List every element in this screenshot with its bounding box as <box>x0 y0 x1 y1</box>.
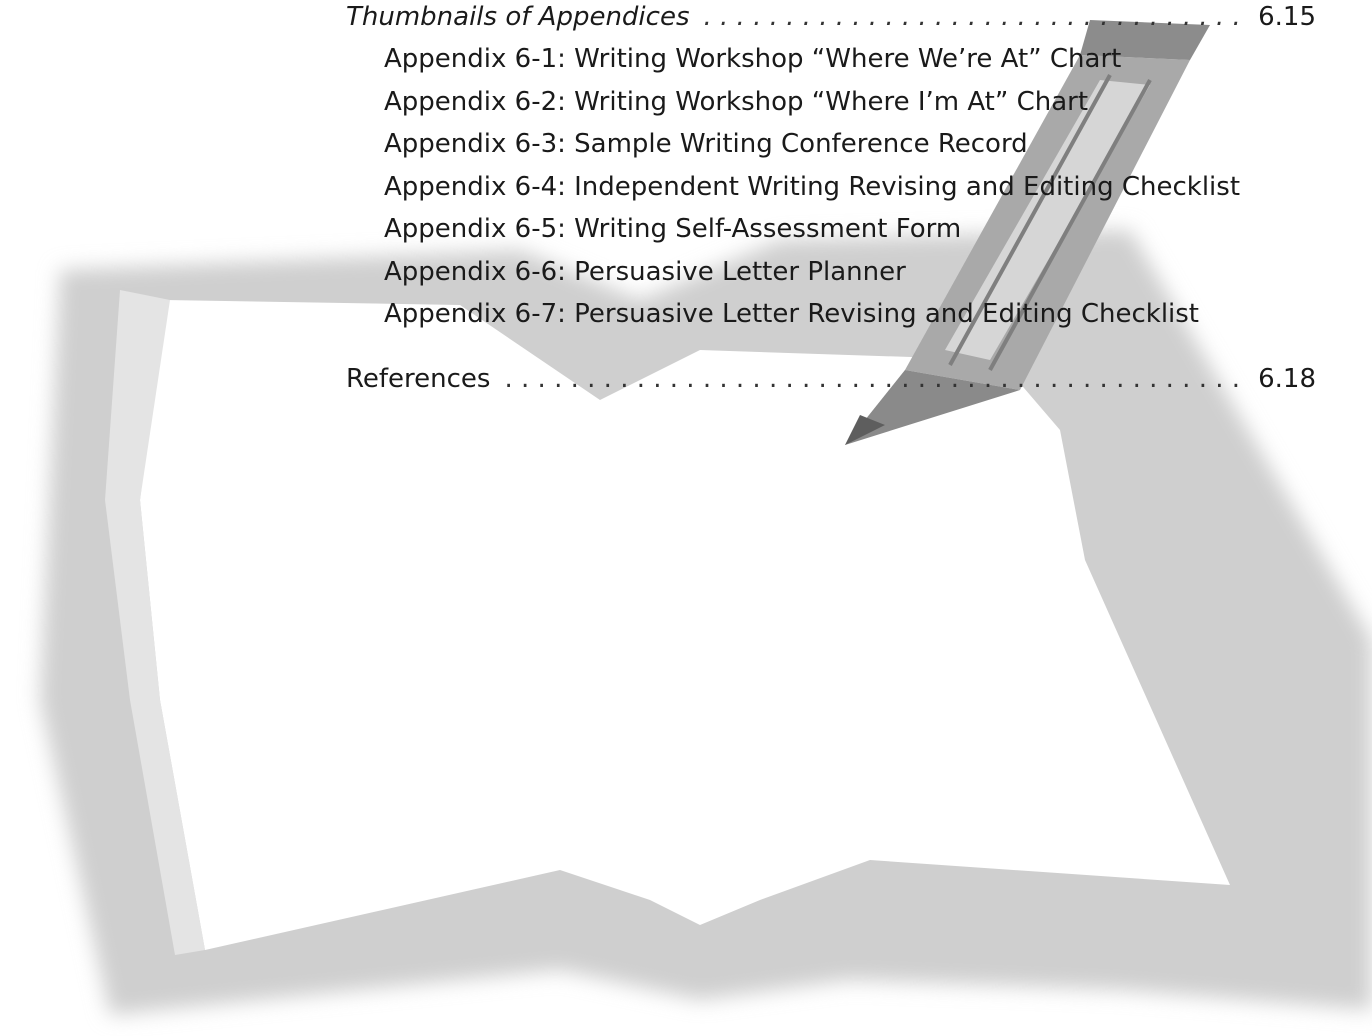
toc-page-number: 6.15 <box>1258 2 1316 32</box>
toc-appendix-6-7[interactable]: Appendix 6-7: Persuasive Letter Revising and Editing Checklist <box>384 299 1200 329</box>
toc-page-number: 6.18 <box>1258 364 1316 394</box>
dot-leader <box>704 0 1249 34</box>
toc-appendix-6-6[interactable]: Appendix 6-6: Persuasive Letter Planner <box>384 257 906 287</box>
toc-appendix-6-2[interactable]: Appendix 6-2: Writing Workshop “Where I’m At” Chart <box>384 87 1089 117</box>
toc-entry-label: Thumbnails of Appendices <box>346 2 690 32</box>
toc-entry-references[interactable] <box>346 362 1316 396</box>
toc-appendix-6-5[interactable]: Appendix 6-5: Writing Self-Assessment Form <box>384 214 962 244</box>
dot-leader <box>504 362 1248 396</box>
toc-appendix-6-4[interactable]: Appendix 6-4: Independent Writing Revising and Editing Checklist <box>384 172 1241 202</box>
toc-entry-label: References <box>346 364 491 394</box>
toc-entry-thumbnails[interactable] <box>346 0 1316 34</box>
toc-appendix-6-3[interactable]: Appendix 6-3: Sample Writing Conference Record <box>384 129 1028 159</box>
toc-appendix-6-1[interactable]: Appendix 6-1: Writing Workshop “Where We’re At” Chart <box>384 44 1122 74</box>
